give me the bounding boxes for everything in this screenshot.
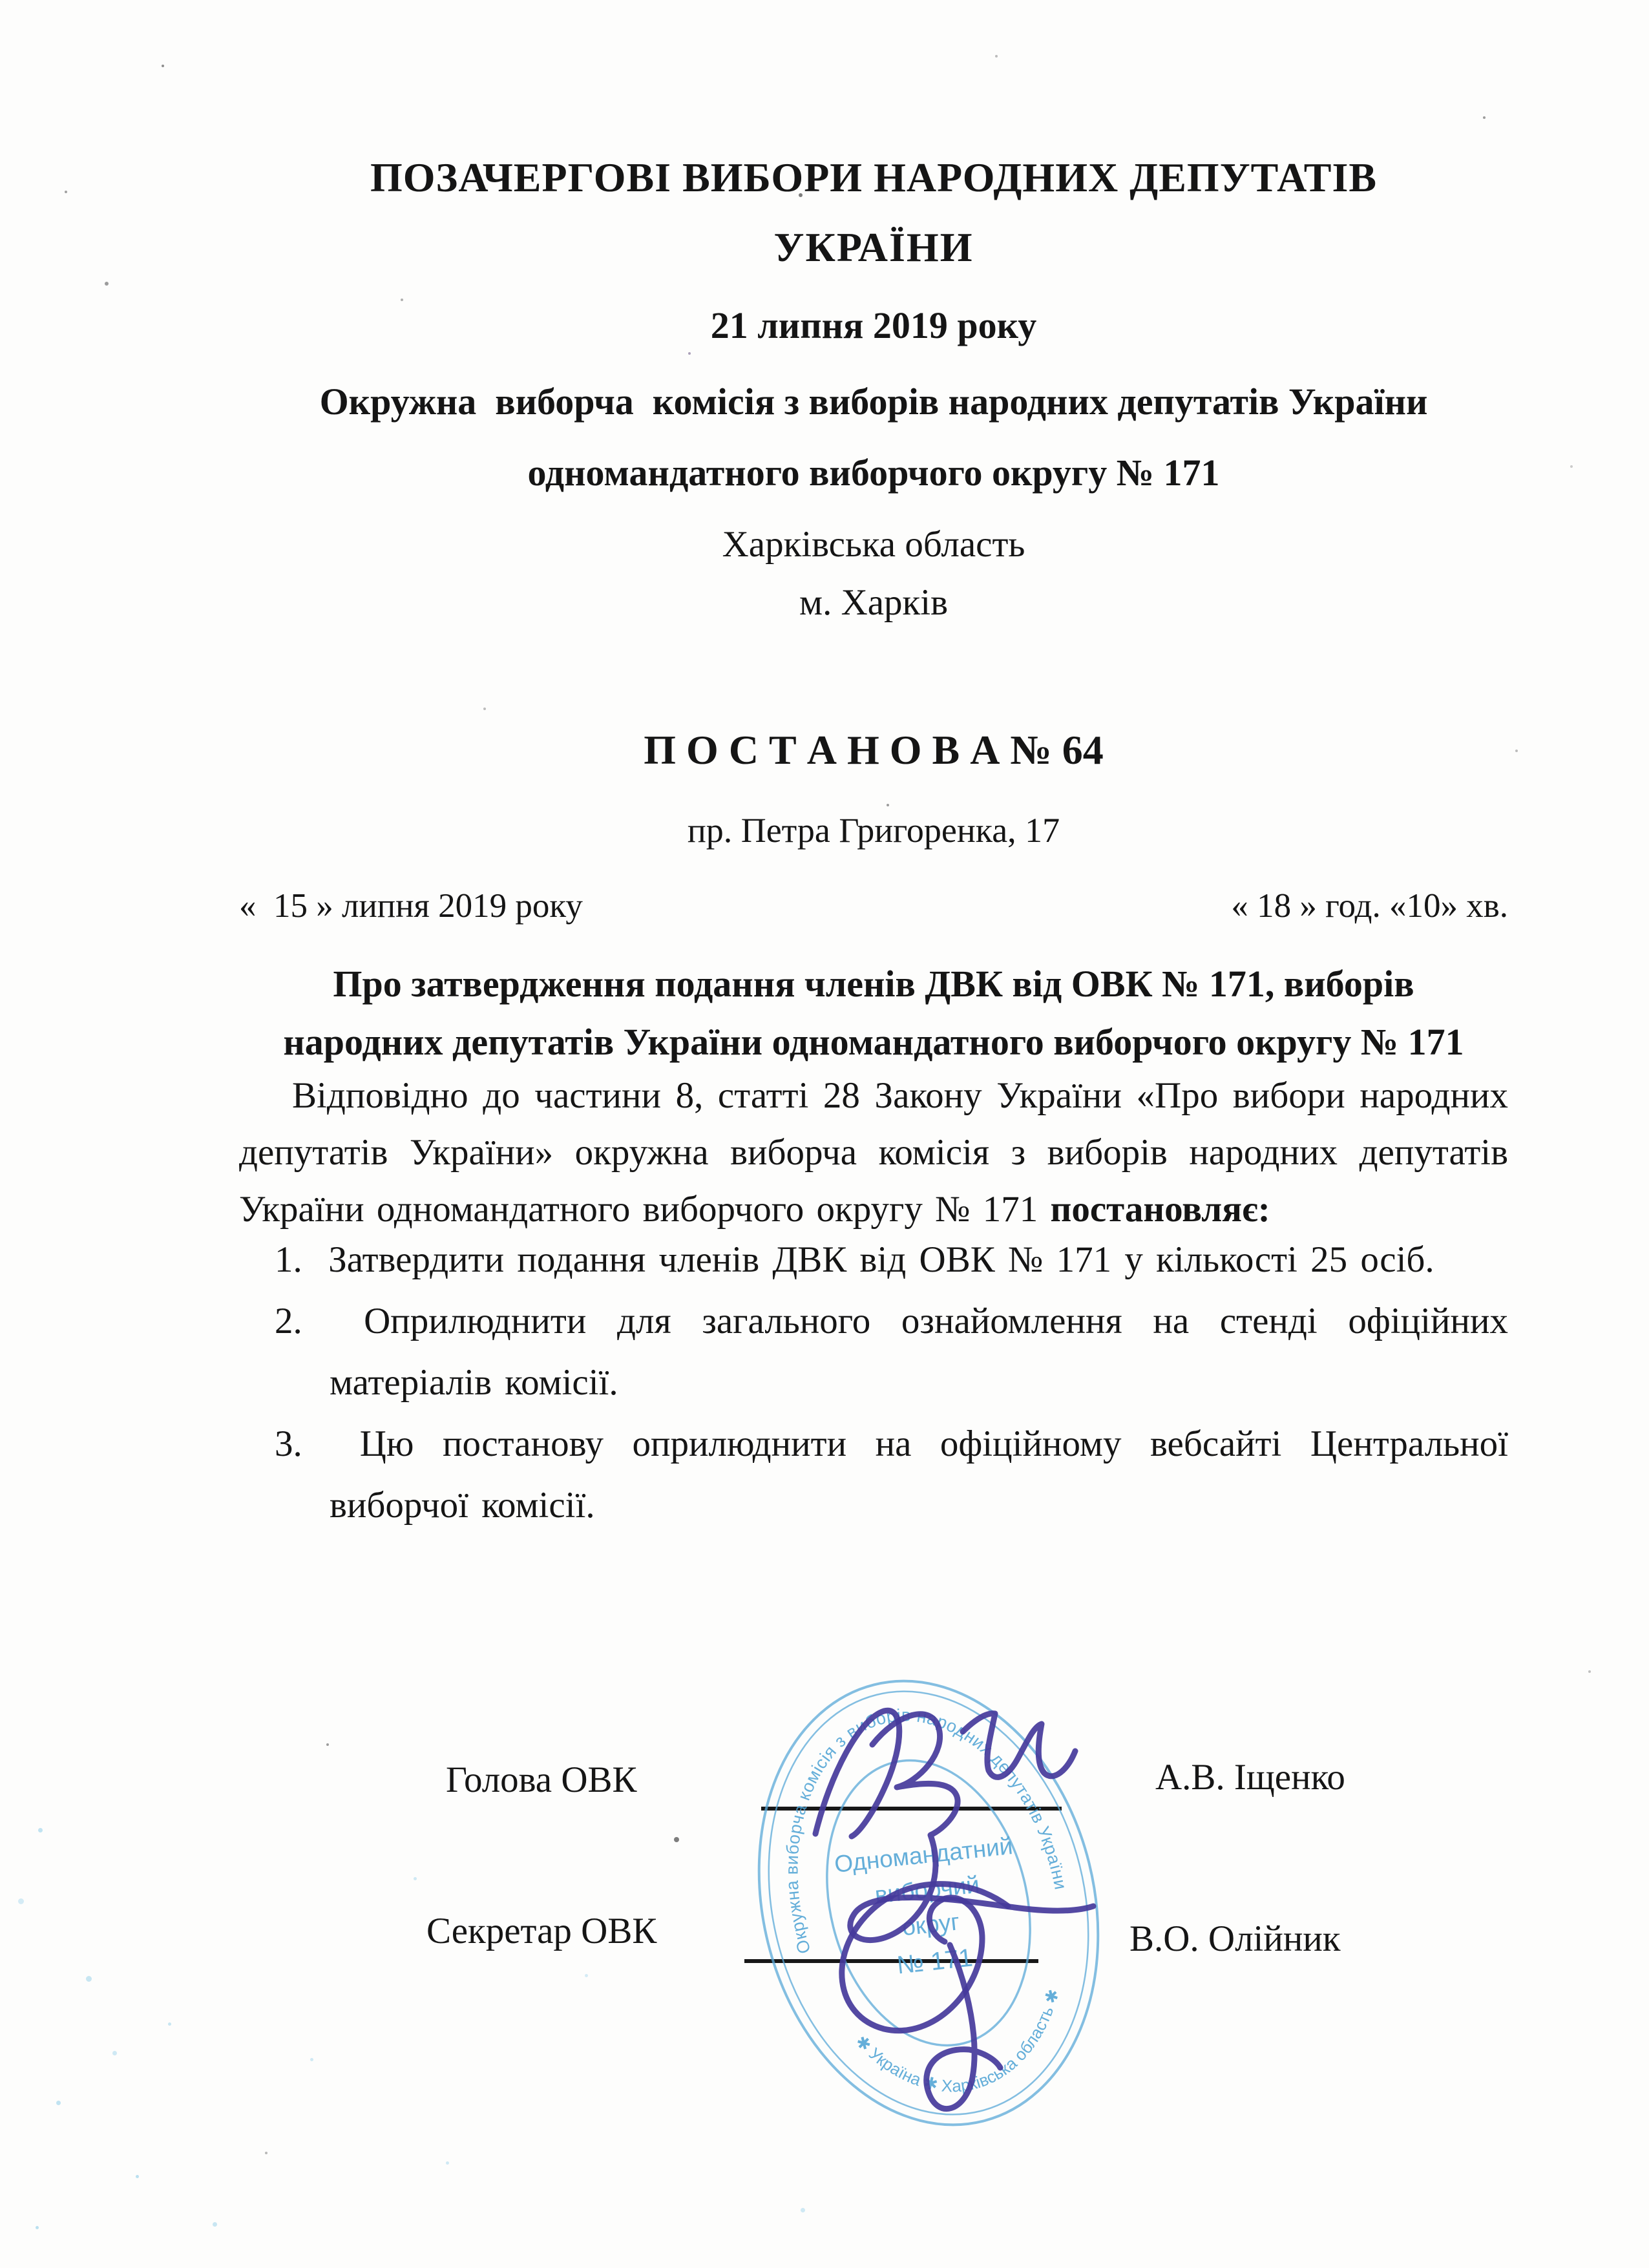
stamp-center-line1: Одномандатний bbox=[833, 1832, 1014, 1878]
resolution-item-3: Цю постанову оприлюднити на офіційному вебсайті Центральної виборчої комісії. bbox=[330, 1423, 1509, 1526]
election-date: 21 липня 2019 року bbox=[710, 304, 1037, 346]
city-name: м. Харків bbox=[799, 582, 948, 623]
resolution-subject-line1: Про затвердження подання членів ДВК від ОВК № 171, виборів bbox=[333, 963, 1414, 1005]
stamp-center-line2: виборчий bbox=[873, 1871, 981, 1909]
secretary-role-label: Секретар ОВК bbox=[426, 1911, 657, 1951]
commission-round-stamp bbox=[670, 1619, 1187, 2187]
commission-name-line1: Окружна виборча комісія з виборів народних депутатів України bbox=[319, 381, 1428, 423]
scan-noise-cyan bbox=[0, 0, 3, 3]
stamp-center-line3: округ bbox=[901, 1908, 961, 1941]
chairman-role-label: Голова ОВК bbox=[446, 1759, 637, 1800]
document-title-line1: ПОЗАЧЕРГОВІ ВИБОРИ НАРОДНИХ ДЕПУТАТІВ bbox=[370, 154, 1378, 200]
resolution-time: « 18 » год. «10» хв. bbox=[1231, 887, 1508, 925]
region-name: Харківська область bbox=[722, 524, 1025, 565]
resolution-dateline bbox=[239, 887, 1508, 925]
resolution-item-1: Затвердити подання членів ДВК від ОВК № 171 у кількості 25 осіб. bbox=[328, 1239, 1434, 1280]
commission-name-line2: одномандатного виборчого округу № 171 bbox=[527, 452, 1220, 494]
chairman-name: А.В. Іщенко bbox=[1155, 1757, 1345, 1798]
preamble-text: Відповідно до частини 8, статті 28 Закону України «Про вибори народних депутатів України» окружна виборча комісія з виборів народних депутатів України одномандатного виборчого округу № 171 bbox=[239, 1075, 1508, 1230]
resolution-subject bbox=[239, 955, 1508, 1071]
commission-address: пр. Петра Григоренка, 17 bbox=[687, 811, 1060, 850]
resolution-subject-line2: народних депутатів України одномандатного виборчого округу № 171 bbox=[283, 1021, 1464, 1063]
resolution-preamble bbox=[239, 1067, 1508, 1238]
stamp-center-line4: № 171 bbox=[895, 1944, 974, 1980]
secretary-name: В.О. Олійник bbox=[1129, 1918, 1341, 1959]
resolution-items-list bbox=[239, 1229, 1508, 1536]
resolution-date: « 15 » липня 2019 року bbox=[239, 887, 583, 925]
document-title-line2: УКРАЇНИ bbox=[773, 224, 974, 270]
stamp-ring-text-top: Окружна виборча комісія з виборів народних депутатів України bbox=[782, 1705, 1071, 1957]
svg-text:✱ Україна ✱ Харківська обла bbox=[849, 1983, 1081, 2119]
stamp-ring-text-bottom: ✱ Україна ✱ Харківська область ✱ bbox=[852, 1986, 1064, 2096]
preamble-resolves-word: постановляє: bbox=[1050, 1189, 1270, 1230]
resolution-title: П О С Т А Н О В А № 64 bbox=[644, 727, 1104, 773]
resolution-item-2: Оприлюднити для загального ознайомлення на стенді офіційних матеріалів комісії. bbox=[330, 1301, 1509, 1403]
